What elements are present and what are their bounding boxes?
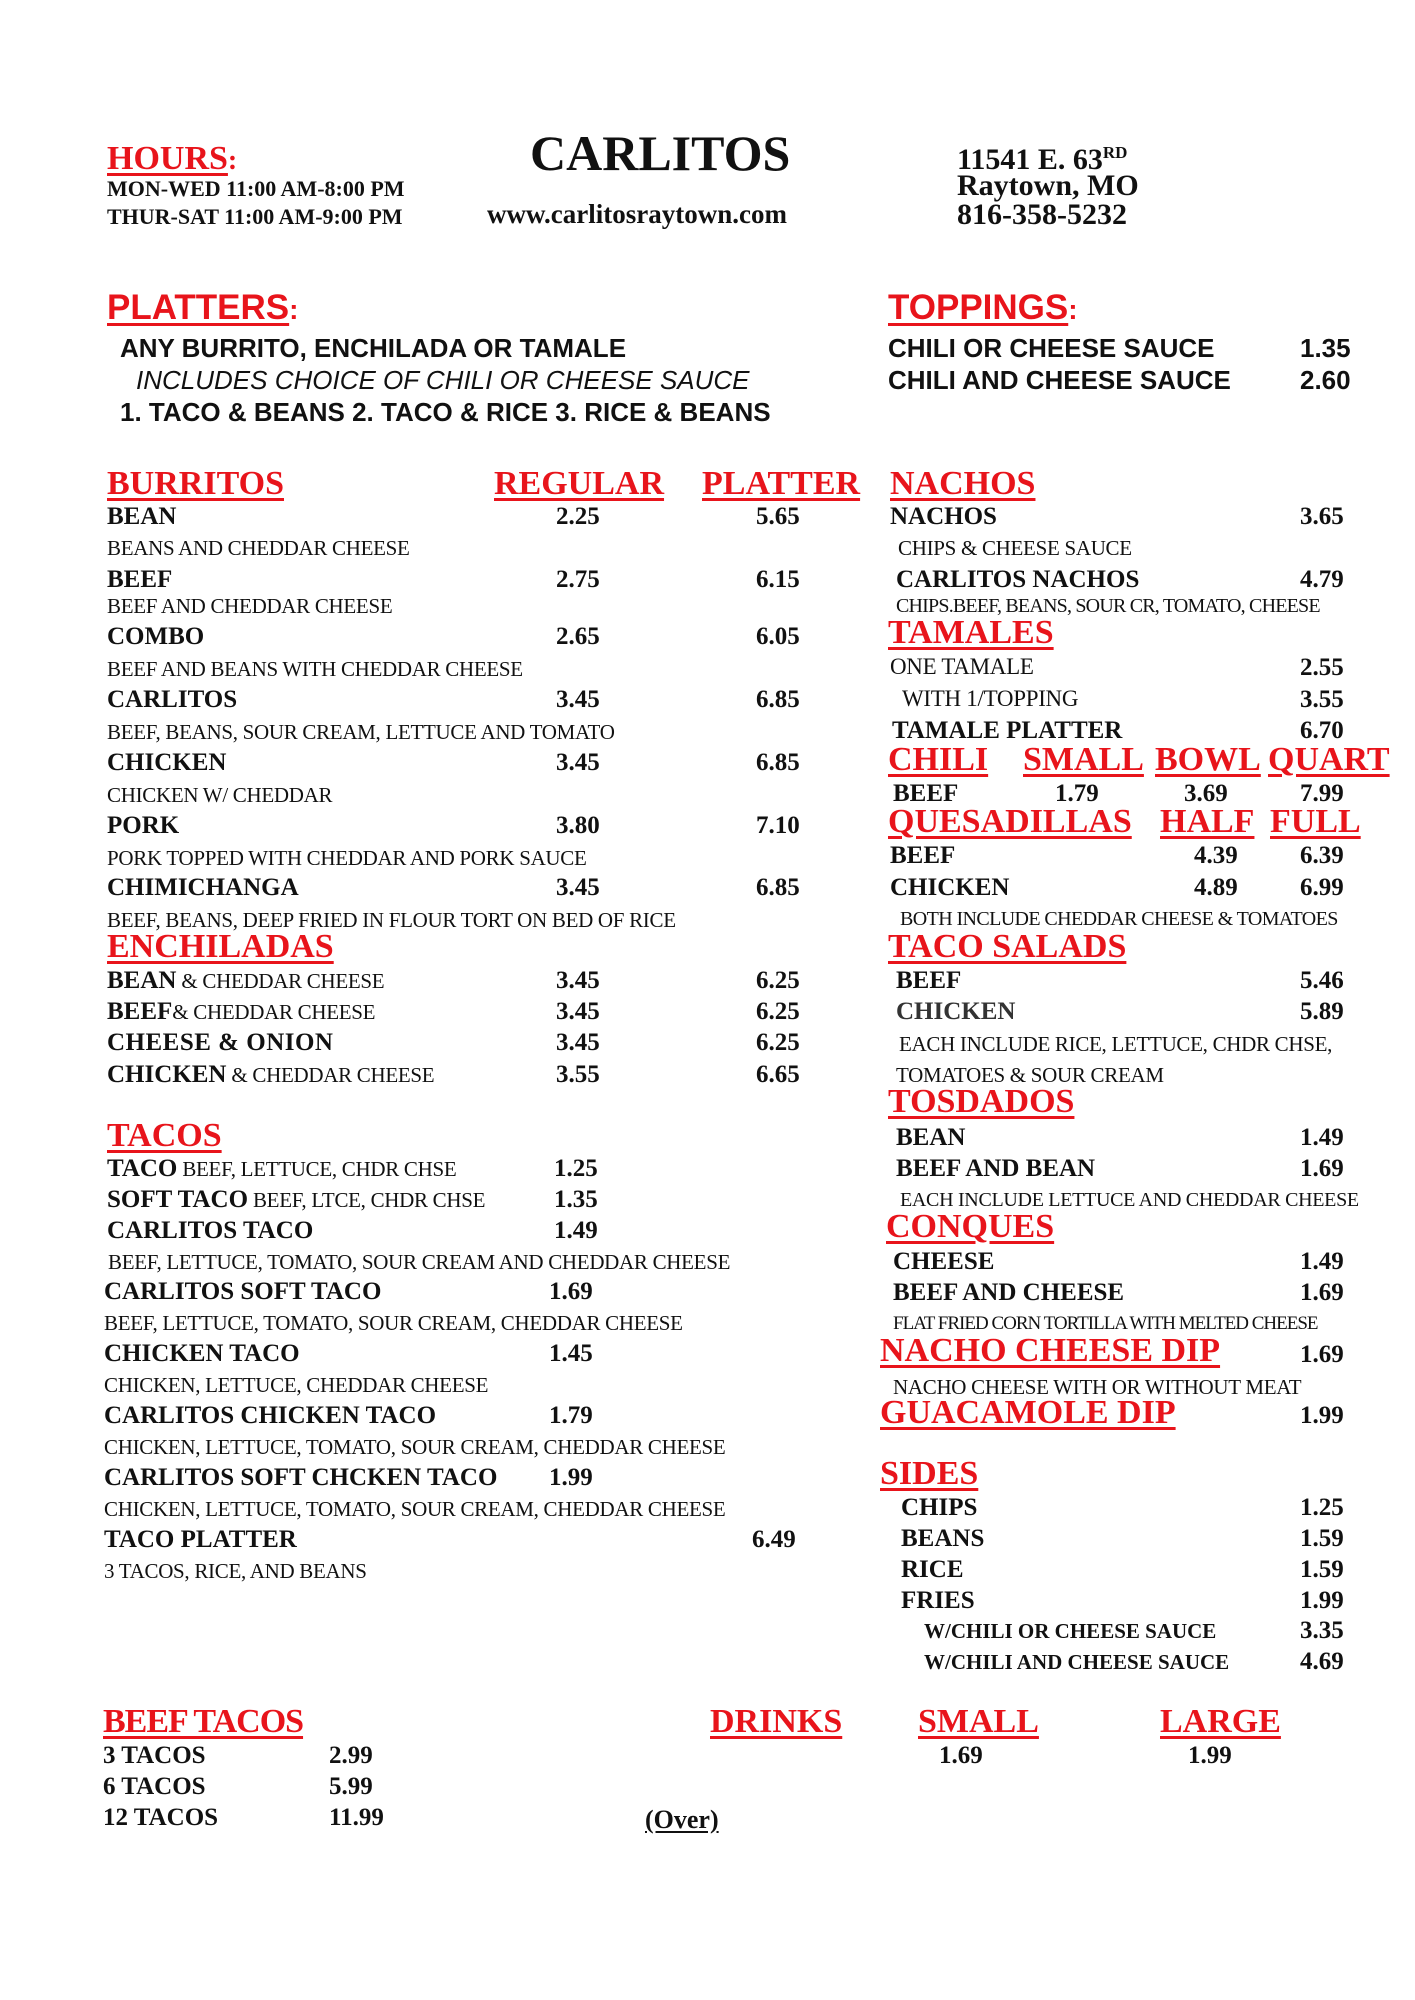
- enchilada-suffix: & CHEDDAR CHEESE: [172, 1000, 376, 1024]
- sides-title: SIDES: [880, 1455, 979, 1492]
- burrito-desc: CHICKEN W/ CHEDDAR: [107, 783, 333, 807]
- chili-row-name: BEEF: [893, 780, 959, 807]
- website-link[interactable]: www.carlitosraytown.com: [487, 199, 787, 229]
- nacho-name: NACHOS: [890, 503, 997, 530]
- burrito-platter-price: 6.85: [756, 874, 800, 901]
- enchilada-platter-price: 6.65: [756, 1061, 800, 1088]
- burritos-title: BURRITOS: [107, 465, 284, 502]
- side-name: CHIPS: [901, 1494, 978, 1521]
- burrito-platter-price: 7.10: [756, 812, 800, 839]
- taco-desc: CHICKEN, LETTUCE, CHEDDAR CHEESE: [104, 1373, 489, 1397]
- taco-salads-note-2: TOMATOES & SOUR CREAM: [896, 1063, 1164, 1087]
- address-line-2: Raytown, MO: [957, 169, 1139, 202]
- quesadilla-name: BEEF: [890, 842, 956, 869]
- drinks-small-price: 1.69: [939, 1742, 983, 1769]
- topping-name: CHILI OR CHEESE SAUCE: [888, 333, 1215, 363]
- guacamole-dip-price: 1.99: [1300, 1402, 1344, 1429]
- taco-price: 1.79: [549, 1402, 593, 1429]
- side-price: 1.59: [1300, 1556, 1344, 1583]
- taco-salad-price: 5.46: [1300, 967, 1344, 994]
- platters-line-3: 1. TACO & BEANS 2. TACO & RICE 3. RICE & BEANS: [120, 397, 771, 427]
- burrito-regular-price: 3.45: [556, 686, 600, 713]
- conque-name: BEEF AND CHEESE: [893, 1279, 1125, 1306]
- burrito-name: BEEF: [107, 566, 173, 593]
- taco-price: 1.69: [549, 1278, 593, 1305]
- enchilada-name: BEEF: [107, 998, 173, 1025]
- tamale-name: ONE TAMALE: [890, 654, 1034, 679]
- topping-price: 2.60: [1300, 365, 1351, 395]
- nacho-desc: CHIPS & CHEESE SAUCE: [898, 536, 1132, 560]
- drinks-large-price: 1.99: [1188, 1742, 1232, 1769]
- conque-price: 1.49: [1300, 1248, 1344, 1275]
- enchiladas-title: ENCHILADAS: [107, 928, 334, 965]
- burritos-col-regular: REGULAR: [494, 465, 665, 502]
- over-note: (Over): [645, 1805, 719, 1834]
- tamale-price: 2.55: [1300, 654, 1344, 681]
- hours-label: HOURS: [107, 140, 228, 177]
- enchilada-name: CHICKEN: [107, 1061, 227, 1088]
- burrito-regular-price: 2.25: [556, 503, 600, 530]
- taco-suffix: BEEF, LTCE, CHDR CHSE: [248, 1188, 486, 1212]
- burrito-desc: BEEF AND BEANS WITH CHEDDAR CHEESE: [107, 657, 523, 681]
- enchilada-regular-price: 3.55: [556, 1061, 600, 1088]
- tamale-price: 6.70: [1300, 717, 1344, 744]
- quesadilla-full-price: 6.39: [1300, 842, 1344, 869]
- burrito-regular-price: 3.80: [556, 812, 600, 839]
- tosdados-note: EACH INCLUDE LETTUCE AND CHEDDAR CHEESE: [900, 1189, 1359, 1211]
- burrito-platter-price: 6.05: [756, 623, 800, 650]
- quesadillas-col-half: HALF: [1160, 803, 1255, 840]
- burrito-regular-price: 3.45: [556, 874, 600, 901]
- burrito-name: PORK: [107, 812, 180, 839]
- hours-colon: :: [227, 145, 238, 176]
- tosdados-title: TOSDADOS: [888, 1083, 1075, 1120]
- taco-name: CARLITOS TACO: [107, 1217, 314, 1244]
- quesadilla-half-price: 4.39: [1194, 842, 1238, 869]
- taco-row: [107, 1155, 456, 1183]
- toppings-header: [888, 288, 1078, 328]
- taco-row: [107, 1186, 485, 1214]
- side-price: 1.99: [1300, 1587, 1344, 1614]
- conque-price: 1.69: [1300, 1279, 1344, 1306]
- drinks-title: DRINKS: [710, 1703, 843, 1740]
- taco-platter-price: 6.49: [752, 1526, 796, 1553]
- beef-taco-price: 11.99: [329, 1804, 384, 1831]
- enchilada-suffix: & CHEDDAR CHEESE: [226, 1063, 435, 1087]
- burrito-name: COMBO: [107, 623, 205, 650]
- enchilada-row: [107, 967, 384, 995]
- quesadillas-col-full: FULL: [1270, 803, 1361, 840]
- tamale-name: TAMALE PLATTER: [892, 717, 1123, 744]
- enchilada-platter-price: 6.25: [756, 1029, 800, 1056]
- burrito-name: BEAN: [107, 503, 177, 530]
- quesadillas-note: BOTH INCLUDE CHEDDAR CHEESE & TOMATOES: [900, 908, 1338, 930]
- taco-name: CHICKEN TACO: [104, 1340, 300, 1367]
- taco-desc: BEEF, LETTUCE, TOMATO, SOUR CREAM, CHEDDAR CHEESE: [104, 1311, 683, 1335]
- burrito-platter-price: 6.15: [756, 566, 800, 593]
- enchilada-row: [107, 998, 375, 1026]
- drinks-col-small: SMALL: [918, 1703, 1039, 1740]
- chili-col-bowl: BOWL: [1155, 741, 1261, 778]
- burrito-regular-price: 3.45: [556, 749, 600, 776]
- burritos-col-platter: PLATTER: [702, 465, 861, 502]
- taco-price: 1.45: [549, 1340, 593, 1367]
- platters-colon: :: [289, 294, 299, 325]
- tacos-title: TACOS: [107, 1117, 222, 1154]
- quesadilla-full-price: 6.99: [1300, 874, 1344, 901]
- platters-line-1: ANY BURRITO, ENCHILADA OR TAMALE: [120, 333, 627, 363]
- taco-price: 1.49: [554, 1217, 598, 1244]
- tosdado-name: BEEF AND BEAN: [896, 1155, 1096, 1182]
- nacho-name: CARLITOS NACHOS: [896, 566, 1140, 593]
- burrito-desc: BEEF, BEANS, SOUR CREAM, LETTUCE AND TOMATO: [107, 720, 615, 744]
- burrito-name: CARLITOS: [107, 686, 238, 713]
- tosdado-price: 1.69: [1300, 1155, 1344, 1182]
- nacho-desc: CHIPS.BEEF, BEANS, SOUR CR, TOMATO, CHEESE: [896, 595, 1320, 617]
- platters-header: [107, 288, 298, 328]
- nacho-price: 4.79: [1300, 566, 1344, 593]
- side-price: 1.25: [1300, 1494, 1344, 1521]
- burrito-desc: BEANS AND CHEDDAR CHEESE: [107, 536, 410, 560]
- taco-salads-note-1: EACH INCLUDE RICE, LETTUCE, CHDR CHSE,: [899, 1032, 1333, 1056]
- burrito-platter-price: 6.85: [756, 749, 800, 776]
- platters-line-2: INCLUDES CHOICE OF CHILI OR CHEESE SAUCE: [136, 365, 750, 395]
- taco-salad-name: BEEF: [896, 967, 962, 994]
- quesadillas-title: QUESADILLAS: [888, 803, 1132, 840]
- taco-desc: CHICKEN, LETTUCE, TOMATO, SOUR CREAM, CHEDDAR CHEESE: [104, 1497, 726, 1521]
- enchilada-regular-price: 3.45: [556, 967, 600, 994]
- tosdado-name: BEAN: [896, 1124, 966, 1151]
- quesadilla-name: CHICKEN: [890, 874, 1010, 901]
- taco-name: CARLITOS SOFT TACO: [104, 1278, 382, 1305]
- platters-title: PLATTERS: [107, 288, 290, 327]
- address-superscript: RD: [1102, 143, 1128, 162]
- burrito-platter-price: 6.85: [756, 686, 800, 713]
- restaurant-title: CARLITOS: [530, 125, 791, 181]
- burrito-name: CHIMICHANGA: [107, 874, 299, 901]
- drinks-col-large: LARGE: [1160, 1703, 1281, 1740]
- enchilada-suffix: & CHEDDAR CHEESE: [176, 969, 385, 993]
- tamale-name: WITH 1/TOPPING: [902, 686, 1079, 711]
- taco-name: TACO: [107, 1155, 178, 1182]
- enchilada-name: BEAN: [107, 967, 177, 994]
- taco-desc: BEEF, LETTUCE, TOMATO, SOUR CREAM AND CHEDDAR CHEESE: [108, 1250, 731, 1274]
- burrito-desc: BEEF, BEANS, DEEP FRIED IN FLOUR TORT ON BED OF RICE: [107, 908, 676, 932]
- nacho-cheese-dip-price: 1.69: [1300, 1341, 1344, 1368]
- enchilada-row: [107, 1061, 434, 1089]
- chili-col-small: SMALL: [1023, 741, 1144, 778]
- phone-number: 816-358-5232: [957, 198, 1127, 231]
- hours-header: [107, 140, 237, 178]
- taco-salad-name: CHICKEN: [896, 998, 1016, 1025]
- burrito-desc: PORK TOPPED WITH CHEDDAR AND PORK SAUCE: [107, 846, 587, 870]
- toppings-title: TOPPINGS: [888, 288, 1069, 327]
- nachos-title: NACHOS: [890, 465, 1036, 502]
- beef-tacos-title: BEEF TACOS: [103, 1703, 304, 1740]
- guacamole-dip-title: GUACAMOLE DIP: [880, 1394, 1176, 1431]
- enchilada-regular-price: 3.45: [556, 998, 600, 1025]
- conques-note: FLAT FRIED CORN TORTILLA WITH MELTED CHEESE: [893, 1313, 1318, 1334]
- side-name: RICE: [901, 1556, 964, 1583]
- taco-name: CARLITOS CHICKEN TACO: [104, 1402, 437, 1429]
- chili-small-price: 1.79: [1055, 780, 1099, 807]
- chili-quart-price: 7.99: [1300, 780, 1344, 807]
- hours-line-2: THUR-SAT 11:00 AM-9:00 PM: [107, 204, 403, 229]
- hours-line-1: MON-WED 11:00 AM-8:00 PM: [107, 176, 405, 201]
- beef-taco-price: 5.99: [329, 1773, 373, 1800]
- conque-name: CHEESE: [893, 1248, 995, 1275]
- enchilada-name: CHEESE & ONION: [107, 1029, 334, 1056]
- chili-bowl-price: 3.69: [1184, 780, 1228, 807]
- side-sub-name: W/CHILI OR CHEESE SAUCE: [924, 1619, 1217, 1643]
- taco-price: 1.25: [554, 1155, 598, 1182]
- chili-col-quart: QUART: [1268, 741, 1390, 778]
- nacho-price: 3.65: [1300, 503, 1344, 530]
- nacho-cheese-dip-note: NACHO CHEESE WITH OR WITHOUT MEAT: [893, 1375, 1302, 1399]
- beef-taco-qty: 3 TACOS: [103, 1742, 206, 1769]
- enchilada-regular-price: 3.45: [556, 1029, 600, 1056]
- taco-suffix: BEEF, LETTUCE, CHDR CHSE: [177, 1157, 457, 1181]
- burrito-desc: BEEF AND CHEDDAR CHEESE: [107, 594, 393, 618]
- burrito-regular-price: 2.65: [556, 623, 600, 650]
- topping-price: 1.35: [1300, 333, 1351, 363]
- address-line-1: 11541 E. 63RD: [957, 143, 1128, 176]
- beef-taco-price: 2.99: [329, 1742, 373, 1769]
- side-sub-name: W/CHILI AND CHEESE SAUCE: [924, 1650, 1230, 1674]
- enchilada-row: [107, 1029, 333, 1057]
- toppings-colon: :: [1068, 294, 1078, 325]
- taco-desc: CHICKEN, LETTUCE, TOMATO, SOUR CREAM, CHEDDAR CHEESE: [104, 1435, 726, 1459]
- enchilada-platter-price: 6.25: [756, 967, 800, 994]
- tosdado-price: 1.49: [1300, 1124, 1344, 1151]
- burrito-regular-price: 2.75: [556, 566, 600, 593]
- enchilada-platter-price: 6.25: [756, 998, 800, 1025]
- taco-platter-name: TACO PLATTER: [104, 1526, 297, 1553]
- beef-taco-qty: 12 TACOS: [103, 1804, 219, 1831]
- taco-price: 1.99: [549, 1464, 593, 1491]
- taco-name: SOFT TACO: [107, 1186, 249, 1213]
- conques-title: CONQUES: [886, 1208, 1055, 1245]
- nacho-cheese-dip-title: NACHO CHEESE DIP: [880, 1332, 1221, 1369]
- taco-name: CARLITOS SOFT CHCKEN TACO: [104, 1464, 498, 1491]
- taco-salads-title: TACO SALADS: [888, 928, 1127, 965]
- chili-title: CHILI: [888, 741, 989, 778]
- burrito-name: CHICKEN: [107, 749, 227, 776]
- side-name: BEANS: [901, 1525, 985, 1552]
- taco-platter-desc: 3 TACOS, RICE, AND BEANS: [104, 1559, 367, 1583]
- side-sub-price: 3.35: [1300, 1617, 1344, 1644]
- taco-salad-price: 5.89: [1300, 998, 1344, 1025]
- side-name: FRIES: [901, 1587, 975, 1614]
- side-sub-price: 4.69: [1300, 1648, 1344, 1675]
- burrito-platter-price: 5.65: [756, 503, 800, 530]
- taco-price: 1.35: [554, 1186, 598, 1213]
- tamales-title: TAMALES: [888, 614, 1054, 651]
- beef-taco-qty: 6 TACOS: [103, 1773, 206, 1800]
- side-price: 1.59: [1300, 1525, 1344, 1552]
- quesadilla-half-price: 4.89: [1194, 874, 1238, 901]
- topping-name: CHILI AND CHEESE SAUCE: [888, 365, 1231, 395]
- tamale-price: 3.55: [1300, 686, 1344, 713]
